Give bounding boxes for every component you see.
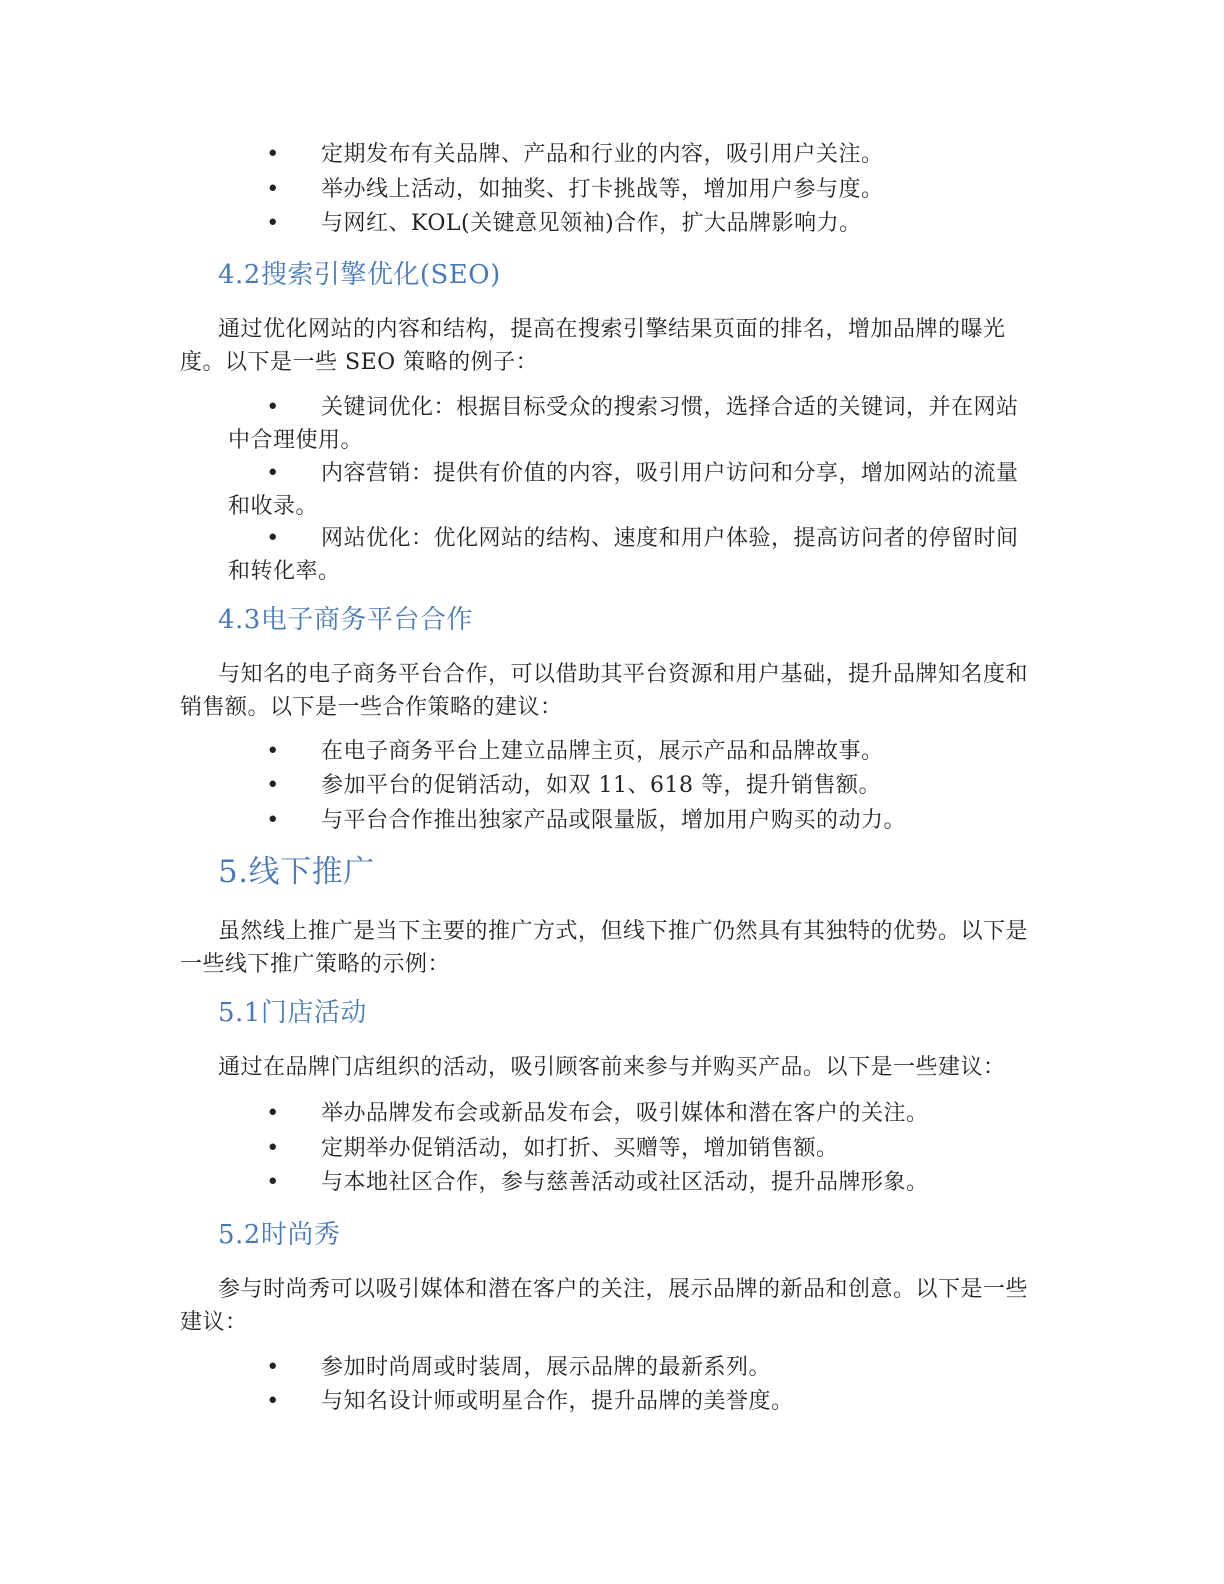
list-item: • 举办品牌发布会或新品发布会，吸引媒体和潜在客户的关注。 <box>228 1097 1038 1130</box>
list-item: • 举办线上活动，如抽奖、打卡挑战等，增加用户参与度。 <box>228 173 1038 206</box>
bullet-icon: • <box>266 773 280 798</box>
list-item: • 内容营销：提供有价值的内容，吸引用户访问和分享，增加网站的流量和收录。 <box>228 457 1038 523</box>
section-heading-5-1: 5.1门店活动 <box>218 998 367 1028</box>
bullet-icon: • <box>266 739 280 764</box>
section-heading-5: 5.线下推广 <box>218 854 375 890</box>
bullet-icon: • <box>266 177 280 202</box>
list-item: • 网站优化：优化网站的结构、速度和用户体验，提高访问者的停留时间和转化率。 <box>228 522 1038 588</box>
section-heading-5-2: 5.2时尚秀 <box>218 1220 341 1250</box>
bullet-icon: • <box>266 142 280 167</box>
bullet-icon: • <box>266 211 280 236</box>
list-item: • 参加平台的促销活动，如双 11、618 等，提升销售额。 <box>228 769 1038 802</box>
section-paragraph: 虽然线上推广是当下主要的推广方式，但线下推广仍然具有其独特的优势。以下是一些线下推广策略的示例： <box>180 919 1029 977</box>
section-heading-4-3: 4.3电子商务平台合作 <box>218 605 473 635</box>
list-item: • 与知名设计师或明星合作，提升品牌的美誉度。 <box>228 1385 1038 1418</box>
section-paragraph: 与知名的电子商务平台合作，可以借助其平台资源和用户基础，提升品牌知名度和销售额。以下是一些合作策略的建议： <box>180 662 1029 720</box>
section-heading-4-2: 4.2搜索引擎优化(SEO) <box>218 260 501 290</box>
section-paragraph: 通过在品牌门店组织的活动，吸引顾客前来参与并购买产品。以下是一些建议： <box>218 1055 1006 1080</box>
list-item: • 在电子商务平台上建立品牌主页，展示产品和品牌故事。 <box>228 735 1038 768</box>
list-item: • 参加时尚周或时装周，展示品牌的最新系列。 <box>228 1351 1038 1384</box>
bullet-icon: • <box>266 1101 280 1126</box>
bullet-icon: • <box>266 461 280 486</box>
bullet-icon: • <box>266 1136 280 1161</box>
bullet-icon: • <box>266 1170 280 1195</box>
bullet-icon: • <box>266 395 280 420</box>
list-item: • 与平台合作推出独家产品或限量版，增加用户购买的动力。 <box>228 804 1038 837</box>
bullet-icon: • <box>266 526 280 551</box>
bullet-icon: • <box>266 808 280 833</box>
bullet-icon: • <box>266 1389 280 1414</box>
list-item: • 定期举办促销活动，如打折、买赠等，增加销售额。 <box>228 1132 1038 1165</box>
section-paragraph: 参与时尚秀可以吸引媒体和潜在客户的关注，展示品牌的新品和创意。以下是一些建议： <box>180 1277 1029 1335</box>
bullet-icon: • <box>266 1355 280 1380</box>
list-item: • 定期发布有关品牌、产品和行业的内容，吸引用户关注。 <box>228 138 1038 171</box>
list-item: • 与本地社区合作，参与慈善活动或社区活动，提升品牌形象。 <box>228 1166 1038 1199</box>
section-paragraph: 通过优化网站的内容和结构，提高在搜索引擎结果页面的排名，增加品牌的曝光度。以下是一些 SEO 策略的例子： <box>180 317 1006 375</box>
list-item: • 关键词优化：根据目标受众的搜索习惯，选择合适的关键词，并在网站中合理使用。 <box>228 391 1038 457</box>
list-item: • 与网红、KOL(关键意见领袖)合作，扩大品牌影响力。 <box>228 207 1038 240</box>
